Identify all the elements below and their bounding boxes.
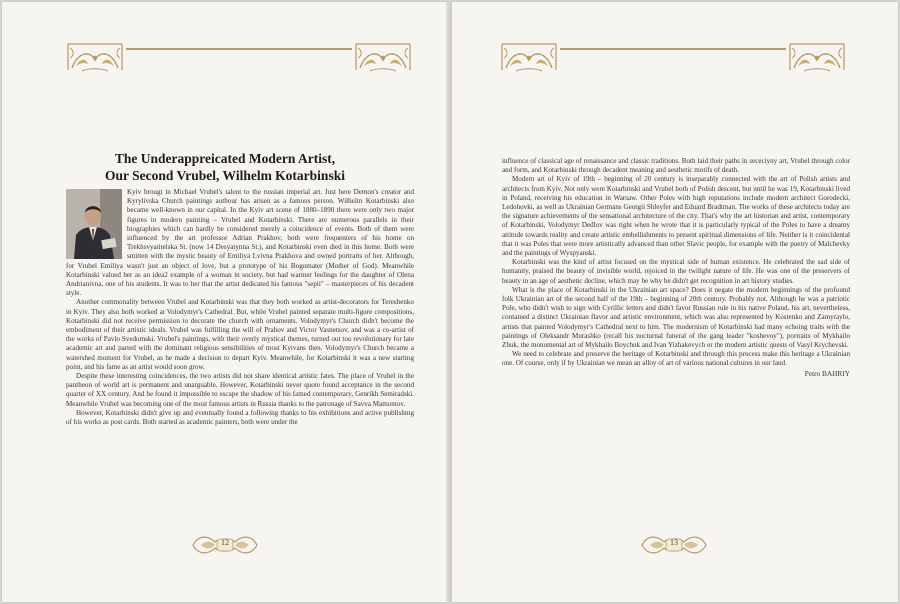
paragraph: However, Kotarbinski didn't give up and eventually found a following thanks to his exhibitions and active publishing of his works as post cards. Both started as academic painters, both were under the [66,408,414,427]
page-number-label: 13 [670,538,678,547]
paragraph: What is the place of Kotarbinski in the Ukrainian art space? Does it negate the modern beginnings of the profound folk Ukrainian art of the second half of the 19th – beginning of 20th century. Probably not. Although he was a patriotic Pole, who didn't wish to sign with Cyrillic letters and didn't favor Russian rule in his native Poland, his art, nevertheless, contained a distinct Ukrainian flavor and artistic environment, which was also represented by Kostenko and Zamyraylo, artists that painted Volodymyr's Cathedral next to him. The modernism of Kotarbinski had many echoing traits with the paintings of Oleksandr Murashko (recall his nocturnal funeral of the gang leader "koshevoy"), portraits of Mykhailo Zhuk, the monumental art of Mykhailo Boychuk and Ivan Yizhakevych or the modern artistic quests of Vasyl Krychevski. [502,285,850,350]
paragraph: influence of classical age of renaissance and classic traditions. Both laid their paths in sececiyny art, Vrubel through color and form, and Kotarbinski through decadent meaning and aesthetic motifs of death. [502,157,850,175]
header-rule [126,48,352,50]
paragraph: Modern art of Kyiv of 19th – beginning of 20 century is inseparably connected with the art of Polish artists and architects from Kyiv. Not only were Kotarbinski and Vrubel both of Polish descent, but until he was 19, Kotarbinski lived in Poland, receiving his education in Warsaw. Other Poles with high reputations include modern architect Gorodecki, Ledohovki, as well as Ukrainian Germans Georgii Shleyfer and Eduard Bradtman. The works of these architects today are the signature achievements of the sensational architecture of the city. That's why the art historian and artist, contemporary of Kotarbinski, Volodymyr Dedlov was right when he wrote that it is particularly typical of the Poles to have a dreamy attitude towards reality and create artistic embellishments to present spiritual dimensions of life. Neither is it coincidental that it was Poles that were more artistically advanced than other Slavic people, for example with the poetry of Malchevky and the paintings of Wyspyanski. [502,175,850,258]
paragraph: Another commonality between Vrubel and Kotarbinski was that they both worked as artist-decorators for Tereshenko in Kyiv. They also both worked at Volodymyr's Cathedral. But, while Vrubel painted separate multi-figure compositions, Kotarbinski did not receive permission to decorate the church with ornaments. Volodymyr's Church didn't become the embodiment of their artistic ideals. Vrubel was fulfilling the will of Prahov and Victor Vasnetsov, and was a co-artist of the works of Pavlo Svedomski. Vrubel's paintings, with their overly mystical themes, turned out too revolutionary for late academic art and parted with the dominant religious sensibilities of most Kyivans then. Volodymyr's Church became a watershed moment for Vrubel, as he made a decision to depart Kyiv. Meanwhile, for Kotarbinski it was a new starting point, and his fame as an artist would soon grow. [66,298,414,371]
author-signature: Petro BAHRIY [804,368,850,378]
header-rule [560,48,786,50]
paragraph [66,188,414,298]
paragraph: Kotarbinski was the kind of artist focused on the mystical side of human existence. He celebrated the sad side of humanity, praised the beauty of invisible world, rejoiced in the twilight nature of life. He was one of the preservers of beauty in an age of aesthetic decline, which may be why he didn't get recognition in art history studies. [502,258,850,285]
author-portrait-photo [66,189,122,259]
paragraph: Despite these interesting coincidences, the two artists did not share identical artistic fates. The place of Vrubel in the pantheon of world art is permanent and unarguable. However, Kotarbinski never quote found acceptance in the second quarter of XX century. And he found it impossible to escape the shadow of his famed contemporary, Genrikh Semiradski. Meanwhile Vrubel was becoming one of the most famous artists in Russia thanks to the patronage of Savva Mamontov. [66,372,414,408]
right-page [452,2,898,602]
page-number-label: 12 [221,538,229,547]
gold-scroll-flourish-icon [352,38,414,76]
header-ornament-row [2,38,448,76]
gold-scroll-flourish-icon [498,38,560,76]
page-number-left [189,532,261,558]
left-article-body [66,188,414,427]
article-title-line1: The Underappreicated Modern Artist, [114,151,336,166]
article-title-line2: Our Second Vrubel, Wilhelm Kotarbinski [105,168,345,183]
gold-scroll-flourish-icon [786,38,848,76]
paragraph: We need to celebrate and preserve the heritage of Kotarbinski and through this process make this heritage a Ukrainian one. Of course, only if by Ukrainian we mean an alloy of art of various national cultures in our land. [502,350,850,368]
gold-scroll-flourish-icon [64,38,126,76]
paragraph-text: Kyiv brougt in Michael Vrubel's talent to the russian imperial art. Just here Demon's creator and Kyrylivska Church paintings authour has arisen as a famous person. Wilhelm Kotarbinski also became well-known in our capital. In the Kyiv art scene of 1880–1890 there were only two major figures in modern painting – Vrubel and Kotarbinski. There are numerous parallels in their biographies which can hardly be considered merely a coincidence of events. Both of them were influenced by the art professor Adrian Prakhov, both were frequenters of his home on Trekhsvyatitelska St. (now 14 Desyatynna St.), and Kotarbinski even died in this home. Both were smitten with the mystic beauty of Emiliya Lvivna Prakhova and owned portraits of her. Although, for Vrubel Emiliya wasn't just an object of love, but a prototype of his Bogomater (Mother of God). Meanwhile Kotarbinski valued her as an idea2 example of a woman in society, but had warmer feelings for the daughter of Olena Andrianivna, one of his students. It was to her that the artist dedicated his famous "sepii" – masterpieces of his decadent style. [66,188,414,298]
header-ornament-row [452,38,898,76]
article-title [22,150,428,184]
left-page [2,2,448,602]
page-number-right [638,532,710,558]
right-article-body [502,157,850,378]
